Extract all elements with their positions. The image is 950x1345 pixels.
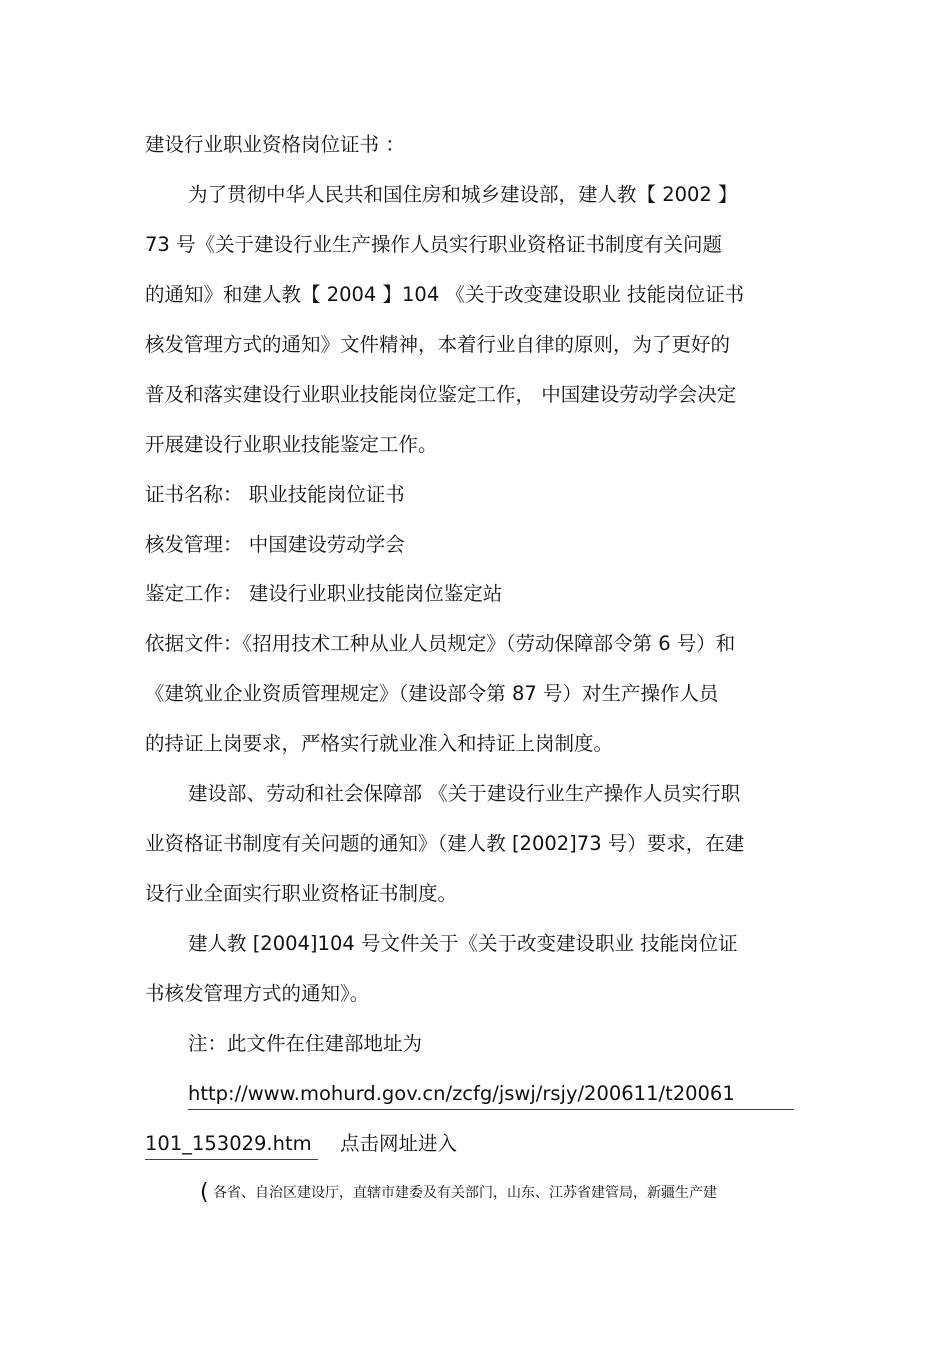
intro-line-2: 73 号《关于建设行业生产操作人员实行职业资格证书制度有关问题: [145, 233, 723, 256]
note-label: 注：此文件在住建部地址为: [188, 1032, 423, 1055]
basis-line-3: 的持证上岗要求，严格实行就业准入和持证上岗制度。: [145, 732, 614, 755]
intro-line-1: 为了贯彻中华人民共和国住房和城乡建设部，建人教【 2002 】: [188, 183, 738, 206]
basis-line-2: 《建筑业企业资质管理规定》（建设部令第 87 号）对生产操作人员: [145, 682, 719, 705]
field-certificate-name: 证书名称： 职业技能岗位证书: [145, 483, 405, 506]
footer-open-paren: (: [200, 1180, 209, 1205]
intro-line-3: 的通知》和建人教【 2004 】104 《关于改变建设职业 技能岗位证书: [145, 283, 745, 306]
url-line-2: [145, 1131, 457, 1160]
intro-line-5: 普及和落实建设行业职业技能岗位鉴定工作， 中国建设劳动学会决定: [145, 383, 737, 406]
footer-recipients-text: 各省、自治区建设厅，直辖市建委及有关部门，山东、江苏省建管局，新疆生产建: [213, 1185, 718, 1201]
field-issuer: 核发管理： 中国建设劳动学会: [145, 533, 405, 556]
field-appraisal: 鉴定工作： 建设行业职业技能岗位鉴定站: [145, 582, 503, 605]
footer-recipients: [200, 1180, 717, 1206]
notice-line-2: 书核发管理方式的通知》。: [145, 982, 370, 1005]
intro-line-4: 核发管理方式的通知》文件精神，本着行业自律的原则，为了更好的: [145, 333, 731, 356]
mohurd-url-link-part2[interactable]: 101_153029.htm: [145, 1131, 318, 1160]
basis-line-1: 依据文件：《招用技术工种从业人员规定》（劳动保障部令第 6 号）和: [145, 632, 736, 655]
doc-heading: 建设行业职业资格岗位证书 ：: [145, 133, 405, 156]
notice-line-1: 建人教 [2004]104 号文件关于《关于改变建设职业 技能岗位证: [188, 932, 738, 955]
url-line-1: [188, 1081, 794, 1110]
mohurd-url-link-part1[interactable]: http://www.mohurd.gov.cn/zcfg/jswj/rsjy/200611/t20061: [188, 1081, 794, 1110]
ministry-line-3: 设行业全面实行职业资格证书制度。: [145, 882, 458, 905]
url-action-text: 点击网址进入: [340, 1132, 458, 1155]
ministry-line-2: 业资格证书制度有关问题的通知》（建人教 [2002]73 号）要求，在建: [145, 832, 745, 855]
ministry-line-1: 建设部、劳动和社会保障部 《关于建设行业生产操作人员实行职: [188, 782, 741, 805]
intro-line-6: 开展建设行业职业技能鉴定工作。: [145, 433, 438, 456]
